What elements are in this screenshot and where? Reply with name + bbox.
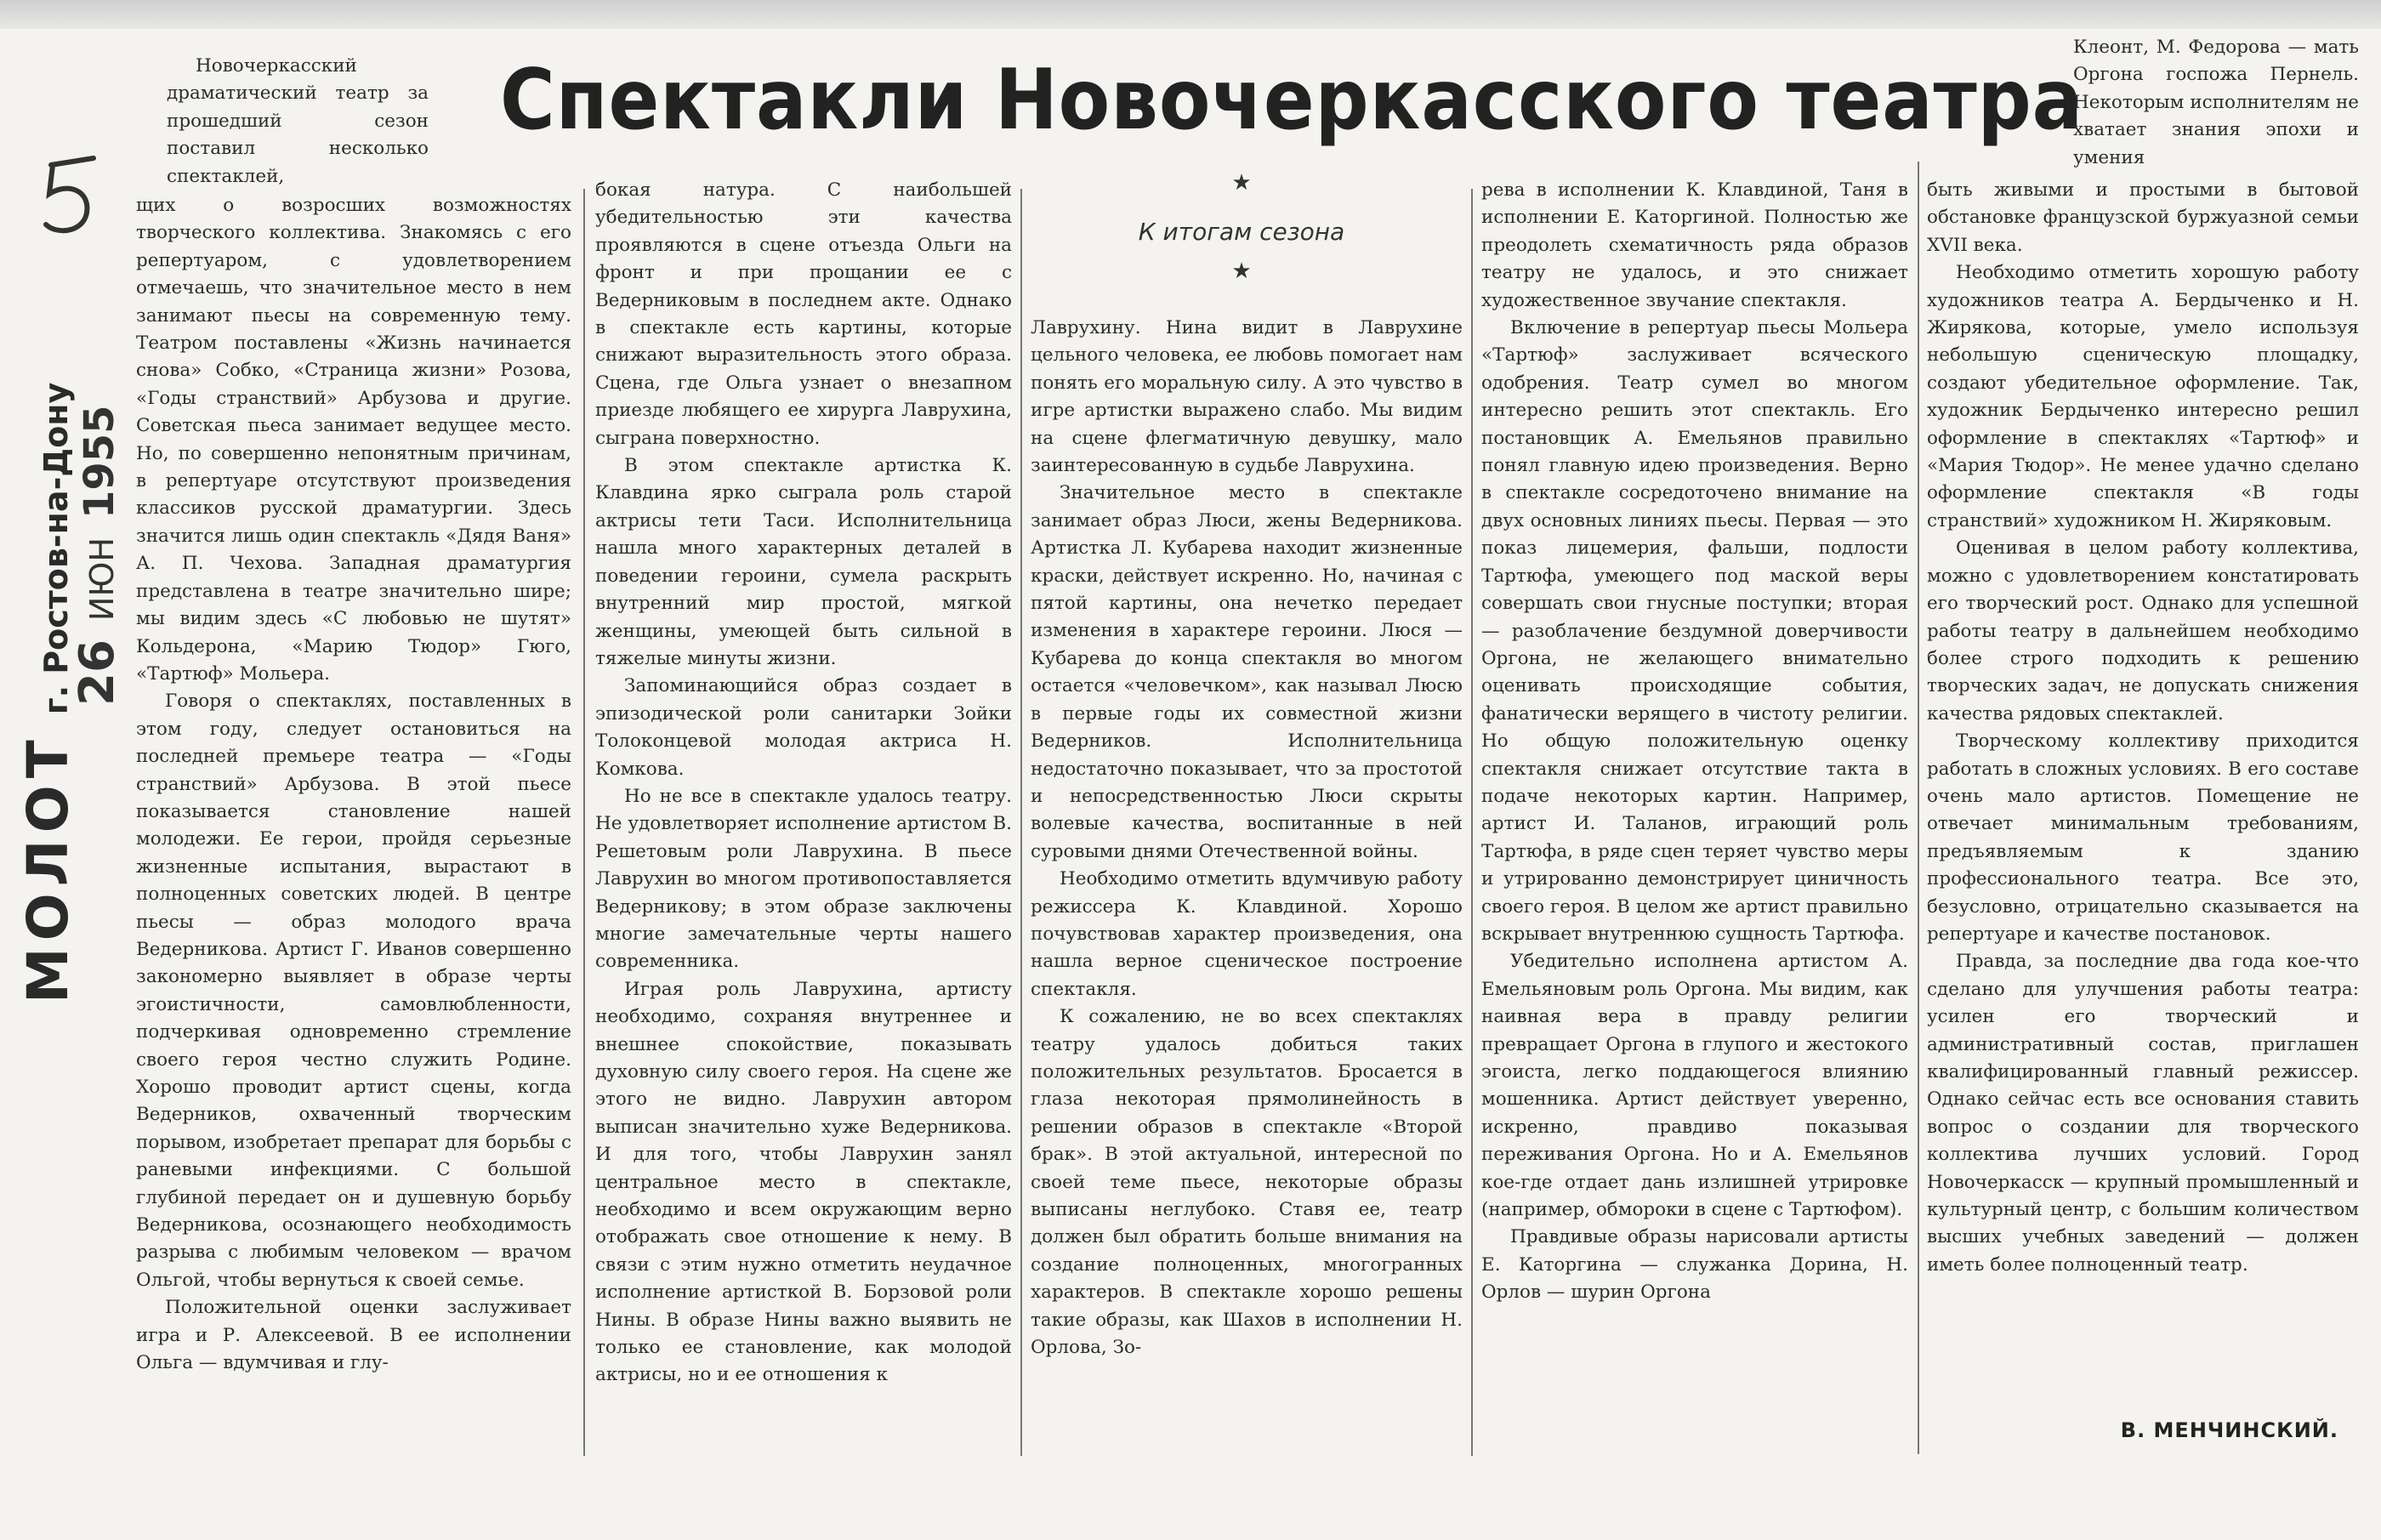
stamp-newspaper-name: МОЛОТ xyxy=(15,733,81,1003)
star-ornament-top: ★ xyxy=(1231,170,1252,196)
paragraph: В этом спектакле артистка К. Клавдина ярко сыграла роль старой актрисы тети Таси. Исполнительница нашла много характерных деталей в поведении героини, сумела раскрыть внутренний мир простой, мягкой женщины, умеющей быть сильной в тяжелые минуты жизни. xyxy=(595,455,1012,669)
stamp-day: 26 xyxy=(70,639,125,706)
column-5 xyxy=(1927,177,2359,1415)
top-cut-edge xyxy=(0,0,2381,29)
paragraph: Новочеркасский драматический театр за прошедший сезон поставил несколько спектаклей, xyxy=(167,55,429,187)
stamp-year: 1955 xyxy=(76,405,123,520)
stamp-month: ИЮН xyxy=(83,537,121,622)
paragraph: Необходимо отметить хорошую работу художников театра А. Бердыченко и Н. Жирякова, которые, умело используя небольшую сценическую площадку, создают убедительное оформление. Так, художник Бердыченко интересно решил оформление в спектаклях «Тартюф» и «Мария Тюдор». Не менее удачно сделано оформление спектакля «В годы странствий» художником Н. Жиряковым. xyxy=(1927,262,2359,531)
paragraph: Включение в репертуар пьесы Мольера «Тартюф» заслуживает всяческого одобрения. Театр сумел во многом интересно решить этот спектакль. Его постановщик А. Емельянов правильно понял главную идею произведения. Верно в спектакле сосредоточено внимание на двух основных линиях пьесы. Первая — это показ лицемерия, фальши, подлости Тартюфа, умеющего под маской веры совершать свои гнусные поступки; вторая — разоблачение бездумной доверчивости Оргона, не желающего внимательно оценивать происходящие события, фанатически верящего в чистоту религии. Но общую положительную оценку спектакля снижает отсутствие такта в подаче некоторых картин. Например, артист И. Таланов, играющий роль Тартюфа, в ряде сцен теряет чувство меры и утрированно демонстрирует циничность своего героя. В целом же артист правильно вскрывает внутреннюю сущность Тартюфа. xyxy=(1481,317,1908,945)
column-5-intro xyxy=(2073,34,2359,175)
paragraph: Оценивая в целом работу коллектива, можно с удовлетворением констатировать его творческий рост. Однако для успешной работы театру в дальнейшем необходимо более строго подходить к решению творческих задач, не допускать снижения качества рядовых спектаклей. xyxy=(1927,537,2359,725)
column-rule xyxy=(583,189,585,1456)
paragraph: Правдивые образы нарисовали артисты Е. Каторгина — служанка Дорина, Н. Орлов — шурин Оргона xyxy=(1481,1226,1908,1304)
handwritten-number-five xyxy=(34,153,102,238)
paragraph: Убедительно исполнена артистом А. Емельяновым роль Оргона. Мы видим, как наивная вера в правду религии превращает Оргона в глупого и жестокого эгоиста, легко поддающегося влиянию мошенника. Артист действует уверенно, искренно, правдиво показывая переживания Оргона. Но и А. Емельянов кое-где отдает дань излишней утрировке (например, обмороки в сцене с Тартюфом). xyxy=(1481,951,1908,1221)
column-2 xyxy=(595,177,1012,1456)
column-rule xyxy=(1020,189,1022,1456)
paragraph: бокая натура. С наибольшей убедительностью эти качества проявляются в сцене отъезда Ольги на фронт и при прощании ее с Ведерниковым в последнем акте. Однако в спектакле есть картины, которые снижают выразительность этого образа. Сцена, где Ольга узнает о внезапном приезде любящего ее хирурга Лаврухина, сыграна поверхностно. xyxy=(595,179,1012,449)
article-headline: Спектакли Новочеркасского театра xyxy=(500,52,2084,149)
paragraph: К сожалению, не во всех спектаклях театру удалось добиться таких положительных результатов. Бросается в глаза некоторая прямолинейность в решении образов в спектакле «Второй брак». В этой актуальной, интересной по своей теме пьесе, некоторые образы выписаны неглубоко. Ставя ее, театр должен был обратить больше внимания на создание полноценных, многогранных характеров. В спектакле хорошо решены такие образы, как Шахов в исполнении Н. Орлова, Зо- xyxy=(1031,1006,1463,1359)
paragraph: Клеонт, М. Федорова — мать Оргона госпожа Пернель. Некоторым исполнителям не хватает знания эпохи и умения xyxy=(2073,37,2359,168)
column-1-intro xyxy=(167,53,429,190)
paragraph: Запоминающийся образ создает в эпизодической роли санитарки Зойки Толоконцевой молодая актриса Н. Комкова. xyxy=(595,675,1012,780)
paragraph: Положительной оценки заслуживает игра и Р. Алексеевой. В ее исполнении Ольга — вдумчивая и глу- xyxy=(136,1297,571,1374)
paragraph: Лаврухину. Нина видит в Лаврухине цельного человека, ее любовь помогает нам понять его моральную силу. А это чувство в игре артистки выражено слабо. Мы видим на сцене флегматичную девушку, мало заинтересованную в судьбе Лаврухина. xyxy=(1031,317,1463,477)
paragraph: Играя роль Лаврухина, артисту необходимо, сохраняя внутреннее и внешнее спокойствие, показывать духовную силу своего героя. На сцене же этого не видно. Лаврухин автором выписан значительно хуже Ведерникова. И для того, чтобы Лаврухин занял центральное место в спектакле, необходимо и всем окружающим верно отображать свое отношение к нему. В связи с этим нужно отметить неудачное исполнение артисткой В. Борзовой роли Нины. В образе Нины важно выявить не только ее становление, как молодой актрисы, но и ее отношения к xyxy=(595,978,1012,1386)
author-signature: В. МЕНЧИНСКИЙ. xyxy=(2120,1418,2338,1442)
stamp-city: г. Ростов-на-Дону xyxy=(37,382,75,715)
paragraph: Но не все в спектакле удалось театру. Не удовлетворяет исполнение артистом В. Решетовым роли Лаврухина. В пьесе Лаврухин во многом противопоставляется Ведерникову; в этом образе заключены многие замечательные черты нашего современника. xyxy=(595,785,1012,973)
paragraph: щих о возросших возможностях творческого коллектива. Знакомясь с его репертуаром, с удовлетворением отмечаешь, что значительное место в нем занимают пьесы на современную тему. Театром поставлены «Жизнь начинается снова» Собко, «Страница жизни» Розова, «Годы странствий» Арбузова и другие. Советская пьеса занимает ведущее место. Но, по совершенно непонятным причинам, в репертуаре отсутствуют произведения классиков русской драматургии. Здесь значится лишь один спектакль «Дядя Ваня» А. П. Чехова. Западная драматургия представлена в театре значительно шире; мы видим здесь «С любовью не шутят» Кольдерона, «Марию Тюдор» Гюго, «Тартюф» Мольера. xyxy=(136,195,571,685)
column-4 xyxy=(1481,177,1908,1456)
paragraph: Говоря о спектаклях, поставленных в этом году, следует остановиться на последней премьере театра — «Годы странствий» Арбузова. В этой пьесе показывается становление нашей молодежи. Ее герои, пройдя серьезные жизненные испытания, вырастают в полноценных советских людей. В центре пьесы — образ молодого врача Ведерникова. Артист Г. Иванов совершенно закономерно выявляет в образе черты эгоистичности, самовлюбленности, подчеркивая одновременно стремление своего героя честно служить Родине. Хорошо проводит артист сцены, когда Ведерников, охваченный творческим порывом, изобретает препарат для борьбы с раневыми инфекциями. С большой глубиной передает он и душевную борьбу Ведерникова, осознающего необходимость разрыва с любимым человеком — врачом Ольгой, чтобы вернуться к своей семье. xyxy=(136,690,571,1291)
column-rule xyxy=(1471,189,1473,1456)
paragraph: Значительное место в спектакле занимает образ Люси, жены Ведерникова. Артистка Л. Кубарева находит жизненные краски, действует искренно. Но, начиная с пятой картины, она нечетко передает изменения в характере героини. Люся — Кубарева до конца спектакля во многом остается «человечком», как называл Люсю в первые годы их совместной жизни Ведерников. Исполнительница недостаточно показывает, что за простотой и непосредственностью Люси скрыты волевые качества, воспитанные в ней суровыми днями Отечественной войны. xyxy=(1031,482,1463,862)
star-ornament-bottom: ★ xyxy=(1231,259,1252,284)
paragraph: Правда, за последние два года кое-что сделано для улучшения работы театра: усилен его творческий и административный состав, приглашен квалифицированный главный режиссер. Однако сейчас есть все основания ставить вопрос о создании для творческого коллектива лучших условий. Город Новочеркасск — крупный промышленный и культурный центр, с большим количеством высших учебных заведений — должен иметь более полноценный театр. xyxy=(1927,951,2359,1276)
article-subtitle: К итогам сезона xyxy=(1138,218,1345,246)
column-rule xyxy=(1918,162,1919,1454)
date-stamp xyxy=(70,405,125,706)
paragraph: рева в исполнении К. Клавдиной, Таня в исполнении Е. Каторгиной. Полностью же преодолеть схематичность ряда образов театру не удалось, и это снижает художественное звучание спектакля. xyxy=(1481,179,1908,311)
column-3 xyxy=(1031,315,1463,1456)
column-1 xyxy=(136,192,571,1456)
paragraph: Творческому коллективу приходится работать в сложных условиях. В его составе очень мало артистов. Помещение не отвечает минимальным требованиям, предъявляемым к зданию профессионального театра. Все это, безусловно, отрицательно сказывается на репертуаре и качестве постановок. xyxy=(1927,730,2359,945)
paragraph: Необходимо отметить вдумчивую работу режиссера К. Клавдиной. Хорошо почувствовав характер произведения, она нашла верное сценическое построение спектакля. xyxy=(1031,868,1463,1000)
paragraph: быть живыми и простыми в бытовой обстановке французской буржуазной семьи XVII века. xyxy=(1927,179,2359,256)
